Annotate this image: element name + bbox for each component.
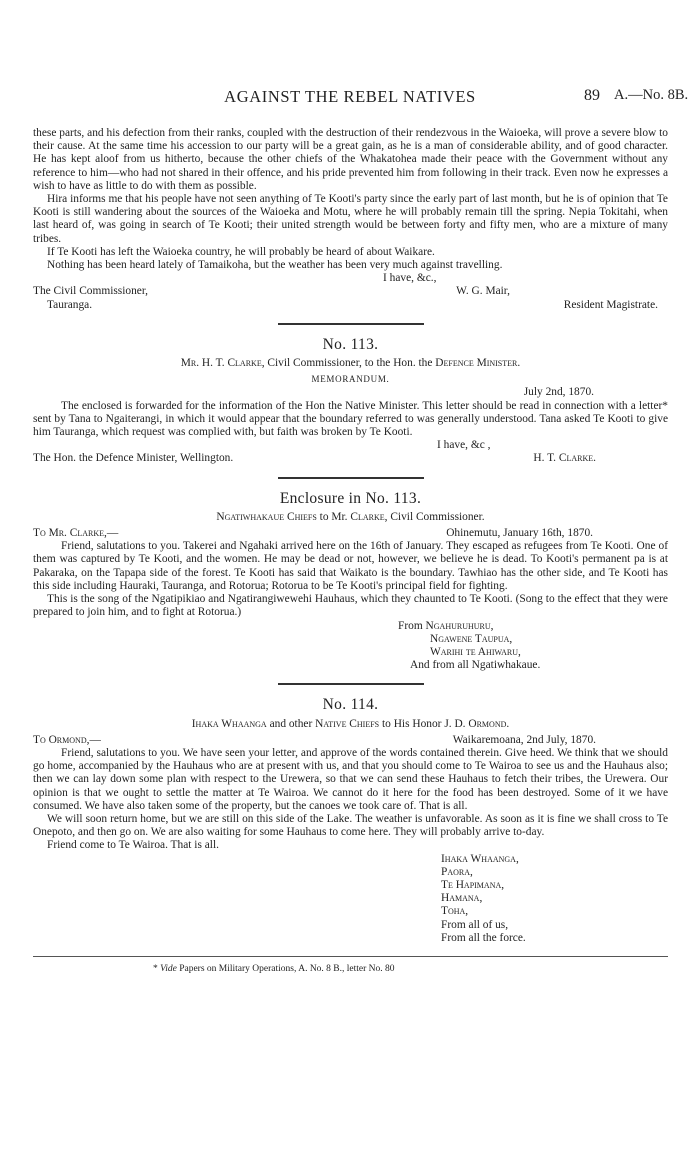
signature-row (33, 299, 668, 312)
letter-date: July 2nd, 1870. (523, 386, 594, 399)
document-subheading (33, 511, 668, 524)
page-number: 89 (584, 87, 600, 104)
salutation: To Mr. Clarke,— (33, 527, 119, 540)
signer-name: H. T. Clarke. (533, 452, 596, 465)
closing: I have, &c , (437, 439, 491, 452)
paragraph: If Te Kooti has left the Waioeka country, he will probably be heard of about Waikare. (47, 245, 435, 258)
paragraph: Nothing has been heard lately of Tamaikoha, but the weather has been very much against travelling. (47, 259, 503, 272)
footnote-text: Papers on Military Operations, A. No. 8 B., letter No. 80 (176, 963, 395, 974)
sig-from: From (398, 619, 423, 632)
recipient-name: Defence Minister. (435, 357, 521, 370)
signer-name: From all the force. (441, 931, 526, 944)
addressee: The Civil Commissioner, (33, 285, 149, 298)
paragraph: Hira informs me that his people have not seen anything of Te Kooti's party since the early part of last month, but he is of opinion that Te Kooti is still wandering about the sources of the Waioeka and Motu, where he will probably remain till the spring. Nepia Tokitahi, when last heard of, was going in search of Te Kooti; their united strength would be between forty and fifty men, who are a mixture of many tribes. (33, 193, 668, 245)
paragraph: The enclosed is forwarded for the information of the Hon the Native Minister. This letter should be read in connection with a letter* sent by Tana to Ngaiterangi, in which it would appear that the boundary referred to was generally understood. Tana asked Te Kooti to give him Tauranga, which request was complied with, but faith was broken by Te Kooti. (33, 399, 668, 439)
footnote-marker: * (153, 963, 161, 974)
signature-block (398, 620, 668, 673)
paper-reference: A.—No. 8B. (614, 87, 689, 103)
signer-name: Paora, (441, 865, 473, 878)
sender-name: Ihaka Whaanga (191, 717, 267, 730)
closing: I have, &c., (383, 272, 437, 285)
signer-name: Toha, (441, 905, 469, 918)
place-date: Ohinemutu, January 16th, 1870. (446, 527, 593, 540)
signer-name: And from all Ngatiwhakaue. (410, 659, 541, 672)
subheading-text: , Civil Commissioner, to the Hon. the (261, 357, 436, 370)
footnote-vide: Vide (160, 963, 177, 974)
signer-name: From all of us, (441, 918, 509, 931)
signer-name: W. G. Mair, (456, 285, 510, 298)
salutation: To Ormond,— (33, 733, 101, 746)
addressee: The Hon. the Defence Minister, Wellington. (33, 452, 234, 465)
paragraph: Friend come to Te Wairoa. That is all. (47, 839, 219, 852)
paragraph: We will soon return home, but we are still on this side of the Lake. The weather is unfavorable. As soon as it is fine we shall cross to Te Onepoto, and then go on. We are also waiting for some Hauhaus to come here. They will probably arrive to-day. (33, 812, 668, 839)
signature-row (33, 285, 668, 298)
section-divider (278, 477, 424, 479)
salutation-row (33, 734, 668, 747)
document-subheading (33, 357, 668, 370)
document-body (33, 127, 668, 976)
running-title: AGAINST THE REBEL NATIVES (224, 87, 476, 106)
signer-name: Warihi te Ahiwaru, (430, 645, 521, 658)
addressee-place: Tauranga. (47, 298, 93, 311)
salutation-row (33, 527, 668, 540)
running-header (0, 87, 700, 107)
subheading-text: to Mr. (316, 510, 351, 523)
signer-name: Ngawene Taupua, (430, 632, 513, 645)
enclosure-heading: Enclosure in No. 113. (279, 489, 422, 507)
signature-row (33, 452, 668, 465)
paragraph: This is the song of the Ngatipikiao and Ngatirangiwewehi Hauhaus, which they chaunted to Te Kooti. (Song to the effect that they were prepared to join him, and to fight at Rotorua.) (33, 593, 668, 619)
sender-name: Mr. H. T. Clarke (180, 357, 262, 370)
sender-name: Ngatiwhakaue Chiefs (216, 510, 317, 523)
signature-block (441, 853, 668, 945)
signer-name: Ihaka Whaanga, (441, 852, 519, 865)
section-divider (278, 323, 424, 325)
document-number: No. 114. (322, 696, 379, 714)
footnote-divider (33, 956, 668, 957)
subheading-text: and other (266, 717, 316, 730)
recipient-name: Ormond. (468, 717, 510, 730)
recipient-name: Clarke (350, 510, 385, 523)
signer-name: Te Hapimana, (441, 878, 505, 891)
place-date: Waikaremoana, 2nd July, 1870. (452, 733, 596, 746)
subheading-text: , Civil Commissioner. (384, 510, 485, 523)
subheading-text: to His Honor J. D. (379, 717, 469, 730)
document-number: No. 113. (322, 335, 379, 353)
signer-name: Hamana, (441, 892, 483, 905)
memo-label: MEMORANDUM. (311, 374, 390, 385)
footnote (33, 963, 668, 976)
document-subheading (33, 718, 668, 731)
signer-name: Ngahuruhuru, (425, 619, 494, 632)
section-divider (278, 683, 424, 685)
paragraph: Friend, salutations to you. We have seen your letter, and approve of the words contained therein. Give heed. We think that we should go home, accompanied by the Hauhaus who are at present with us, and that you should come to Te Wairoa to see us and the Hauhaus also; then we can lay down some plan with respect to the Urewera, so that we can send these Hauhaus to fetch their tribes, the Urewera. Our opinion is that we ought to settle the matter at Te Wairoa. We cannot do it here for the food has been destroyed. Some of it we have consumed. We have also taken some of the property, but the canoes we took care of. That is all. (33, 746, 668, 812)
paragraph: Friend, salutations to you. Takerei and Ngahaki arrived here on the 16th of January. They escaped as refugees from Te Kooti. One of them was captured by Te Kooti, and the women. He may be dead or not, however, we believe he is dead. To Kooti's permanent pa is at Pakaraka, on the Tapapa side of the forest. Te Kooti has said that Waikato is the boundary. Tawhiao has the other side, and Te Kooti has this side including Hauraki, Tauranga, and Rotorua; Rotorua to be Te Kooti's principal field for fighting. (33, 540, 668, 592)
sender-group: Native Chiefs (315, 717, 380, 730)
signer-title: Resident Magistrate. (563, 298, 658, 311)
paragraph: these parts, and his defection from their ranks, coupled with the destruction of their rendezvous in the Waioeka, will prove a severe blow to their cause. At the same time his accession to our party will be a great gain, as he is a man of considerable ability, and of good character. He has kept aloof from us hitherto, because the other chiefs of the Whakatohea made their peace with the Government without any reference to him—who had not shared in their offence, and his pride prevented him from following in their track. Even now he expresses a wish to have as little to do with them as possible. (33, 127, 668, 192)
